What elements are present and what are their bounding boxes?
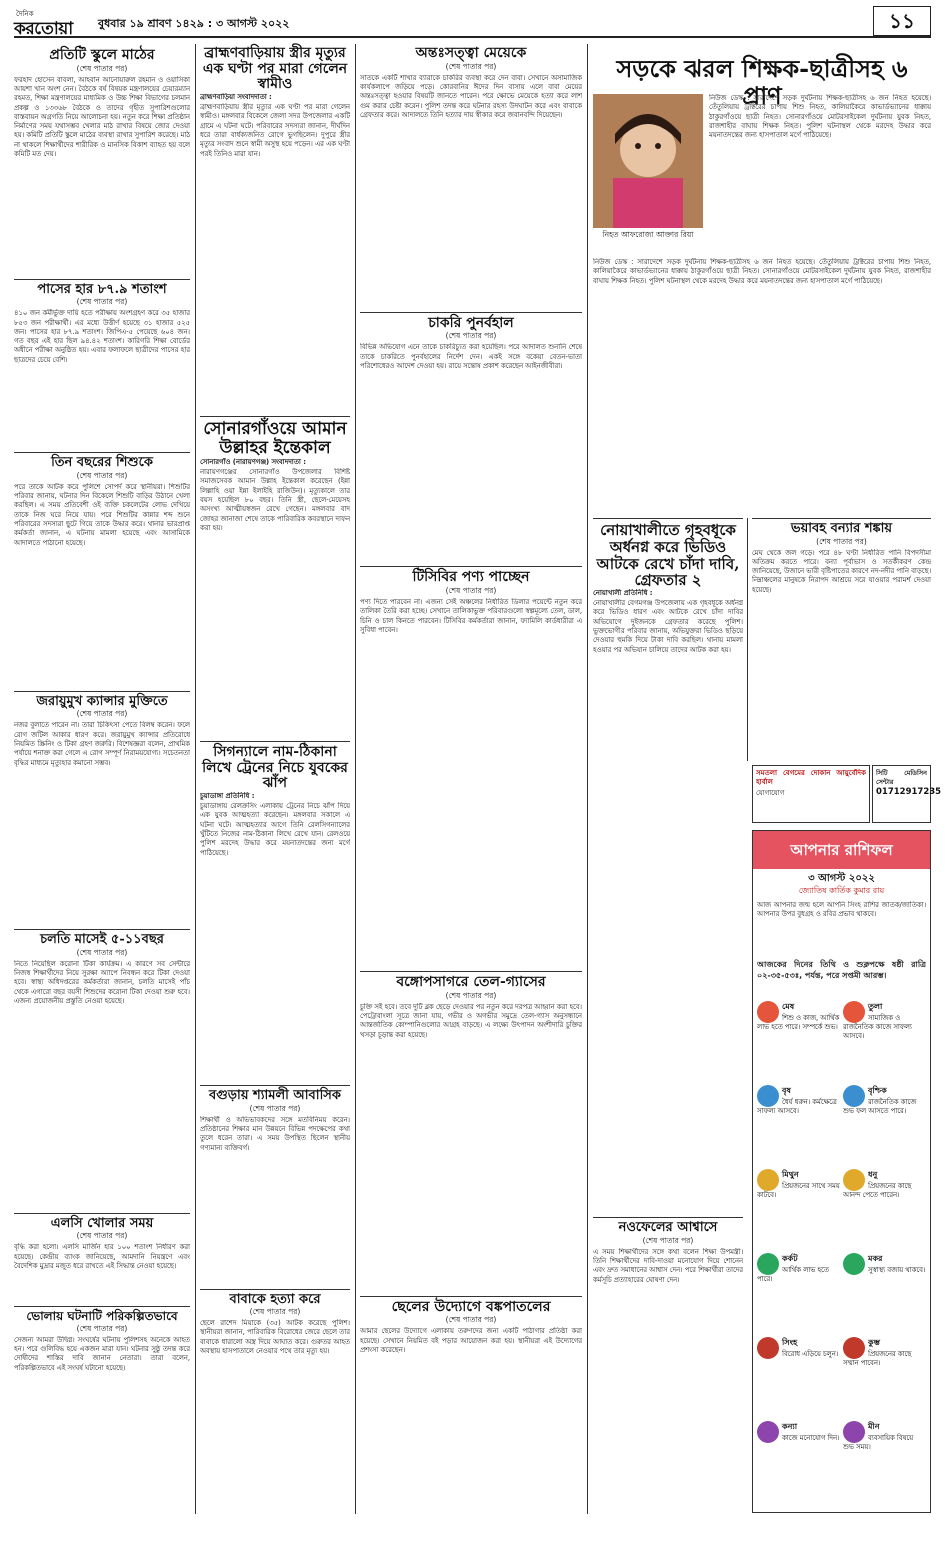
zodiac-icon xyxy=(843,1169,865,1191)
divider xyxy=(14,279,190,280)
continuation-label: (শেষ পাতার পর) xyxy=(816,536,867,546)
advertisement-left[interactable] xyxy=(752,765,870,823)
byline: নোয়াখালী প্রতিনিধি : xyxy=(593,589,653,598)
article-body: ব্রাহ্মণবাড়িয়ায় স্ত্রীর মৃত্যুর এক ঘণ্টা পর মারা গেলেন স্বামীও। মঙ্গলবার বিকেলে জেলা সদর উপজেলার একটি গ্রামে এ ঘটনা ঘটে। পরিবারের সদস্যরা জানান, দীর্ঘদিন ধরে তারা বার্ধক্যজনিত রোগে ভুগছিলেন। দুপুরে স্ত্রীর মৃত্যুর সংবাদ শুনে স্বামী অসুস্থ হয়ে পড়েন। এর এক ঘণ্টা পরই তিনিও মারা যান। xyxy=(200,103,350,158)
column-4 xyxy=(593,518,743,1513)
zodiac-icon xyxy=(843,1253,865,1275)
article-title: সোনারগাঁওয়ে আমান উল্লাহর ইন্তেকাল xyxy=(203,419,347,459)
zodiac-icon xyxy=(843,1001,865,1023)
sign-name: তুলা xyxy=(868,1002,883,1011)
sign-name: মীন xyxy=(868,1422,880,1431)
column-rule xyxy=(195,44,196,1514)
article-title: ব্রাহ্মণবাড়িয়ায় স্ত্রীর মৃত্যুর এক ঘণ্টা পর মারা গেলেন স্বামীও xyxy=(202,45,348,93)
article-title: অন্তঃসত্ত্বা মেয়েকে xyxy=(415,45,527,61)
sign-name: বৃশ্চিক xyxy=(868,1086,887,1095)
horoscope-title: আপনার রাশিফল xyxy=(753,831,930,869)
sign-text: আর্থিক লাভ হতে পারে। xyxy=(757,1266,829,1283)
continuation-label: (শেষ পাতার পর) xyxy=(642,1235,694,1245)
column-rule xyxy=(587,44,588,1514)
zodiac-icon xyxy=(843,1421,865,1443)
continuation-label: (শেষ পাতার পর) xyxy=(76,709,128,719)
article-title: নোয়াখালীতে গৃহবধূকে অর্ধনগ্ন করে ভিডিও আটকে রেখে চাঁদা দাবি, গ্রেফতার ২ xyxy=(596,521,740,590)
article-title: বগুড়ায় শ্যামলী আবাসিক xyxy=(209,1088,341,1104)
lead-body-continued: নিউজ ডেস্ক : সারাদেশে সড়ক দুর্ঘটনায় শিক্ষক-ছাত্রীসহ ৬ জন নিহত হয়েছে। তেঁতুলিয়ায় ট্রাক্টরের চাপায় শিশু নিহত, কালিয়াকৈরে কাভার্ডভ্যানের ধাক্কায় ঠাকুরগাঁওয়ে ছাত্রী নিহত। সোনারগাঁওয়ে মোটরসাইকেল দুর্ঘটনায় যুবক নিহত, রাজশাহীর বাঘায় শিক্ষক নিহত। পুলিশ ঘটনাস্থল থেকে মরদেহ উদ্ধার করে ময়নাতদন্তের জন্য হাসপাতাল মর্গে পাঠিয়েছে। xyxy=(593,258,931,285)
horoscope-sign xyxy=(843,1337,926,1417)
horoscope-sign xyxy=(843,1421,926,1501)
page-number: ১১ xyxy=(873,6,931,36)
zodiac-icon xyxy=(843,1337,865,1359)
continuation-label: (শেষ পাতার পর) xyxy=(249,1103,301,1113)
divider xyxy=(14,1306,190,1307)
article-body: মেঘ থেকে জল গড়ে। পরে ৪৮ ঘণ্টা নির্ধারিত পানি বিপদসীমা অতিক্রম করতে পারে। বন্যা পূর্বাভাস ও সতর্কীকরণ কেন্দ্র জানিয়েছে, উজানে ভারী বৃষ্টিপাতের কারণে নদ-নদীর পানি বাড়ছে। নিম্নাঞ্চলের মানুষকে নিরাপদ আশ্রয়ে সরে যাওয়ার পরামর্শ দেওয়া হয়েছে। xyxy=(752,548,931,594)
continuation-label: (শেষ পাতার পর) xyxy=(445,1315,497,1325)
article-body: বিভিন্ন অভিযোগ এনে তাকে চাকরিচ্যুত করা হয়েছিল। পরে আদালত শুনানি শেষে তাকে চাকরিতে পুনর্বহালের নির্দেশ দেন। একই সঙ্গে বকেয়া বেতন-ভাতা পরিশোধেরও আদেশ দেওয়া হয়। রায়ে সন্তোষ প্রকাশ করেছেন আইনজীবীরা। xyxy=(360,343,582,370)
article-body: ৪১০ জন কর্মীর্ভুক্ত দায়ি হতে পরীক্ষায় অংশগ্রহণ করে ৩৫ হাজার ৮৫৩ জন পরীক্ষার্থী। এর মধ্যে উত্তীর্ণ হয়েছে ৩১ হাজার ৫২৫ জন। পাসের হার ৮৭.৯ শতাংশ। জিপিএ-৫ পেয়েছে ৬০৪ জন। গত বছর এই হার ছিল ৯৪.৪২ শতাংশ। কারিগরি শিক্ষা বোর্ডের অধীনে পরীক্ষা অনুষ্ঠিত হয়। এবার ফলাফলে ছাত্রীদের পাসের হার ছাত্রদের চেয়ে বেশি। xyxy=(14,309,190,364)
divider xyxy=(593,1217,743,1218)
sign-text: শিশু ও কাজ, আর্থিক লাভ হতে পারে। সম্পর্কে শুভ। xyxy=(757,1014,840,1031)
horoscope-sign xyxy=(843,1253,926,1333)
sign-text: প্রিয়জনের কাছে সম্মান পাবেন। xyxy=(843,1350,912,1367)
lead-headline: সড়কে ঝরল শিক্ষক-ছাত্রীসহ ৬ প্রাণ xyxy=(616,54,908,110)
continuation-label: (শেষ পাতার পর) xyxy=(76,947,128,957)
continuation-label: (শেষ পাতার পর) xyxy=(76,470,128,480)
article-title: তিন বছরের শিশুকে xyxy=(51,455,153,471)
divider xyxy=(360,1296,582,1297)
ad-title: সিটি মেডিসিন সেন্টার xyxy=(876,769,927,787)
logo-title: করতোয়া xyxy=(14,19,73,39)
divider xyxy=(200,416,350,417)
sign-text: সুস্বাস্থ্য বজায় থাকবে। xyxy=(868,1266,926,1274)
sign-name: কুম্ভ xyxy=(868,1338,880,1347)
sign-name: কন্যা xyxy=(782,1422,798,1431)
continuation-label: (শেষ পাতার পর) xyxy=(445,61,497,71)
article-title: এলসি খোলার সময় xyxy=(50,1215,154,1231)
article-title: বাবাকে হত্যা করে xyxy=(229,1291,321,1307)
sign-text: কাজে মনোযোগ দিন। xyxy=(782,1434,840,1442)
article-body: পরে তাকে আটক করে পুলিশে সোপর্দ করে স্থানীয়রা। শিশুটির পরিবার জানায়, ঘটনার দিন বিকেলে শিশুটি বাড়ির উঠানে খেলা করছিল। এ সময় প্রতিবেশী ওই ব্যক্তি চকলেটের লোভ দেখিয়ে তাকে নিজ ঘরে নিয়ে যায়। পরে শিশুটির কান্নার শব্দ শুনে পরিবারের সদস্যরা ছুটে গিয়ে তাকে উদ্ধার করে। থানার ভারপ্রাপ্ত কর্মকর্তা জানান, এ ঘটনায় মামলা হয়েছে এবং আসামিকে আদালতে পাঠানো হয়েছে। xyxy=(14,482,190,547)
zodiac-icon xyxy=(757,1001,779,1023)
horoscope-sign xyxy=(757,1169,840,1249)
sign-text: ধৈর্য ধরুন। কর্মক্ষেত্রে সাফল্য আসবে। xyxy=(757,1098,837,1115)
horoscope-intro: আজ আপনার জন্ম হলে আপনি সিংহ রাশির জাতক/জাতিকা। আপনার উপর বুধগ্রহ ও রবির প্রভাব থাকবে। xyxy=(757,901,926,919)
column-1 xyxy=(14,44,190,1514)
sign-text: প্রিয়জনের সাথে সময় কাটবে। xyxy=(757,1182,840,1199)
sign-text: ব্যবসায়িক বিষয়ে শুভ সময়। xyxy=(843,1434,914,1451)
article-body: চুক্তি সই হবে। তবে দুটি ব্লক ছেড়ে দেওয়ার পর নতুন করে দরপত্র আহ্বান করা হবে। পেট্রোবাংলা সূত্রে জানা যায়, গভীর ও অগভীর সমুদ্রে তেল-গ্যাস অনুসন্ধানে আন্তর্জাতিক কোম্পানিগুলোর আগ্রহ বাড়ছে। এ লক্ষ্যে উৎপাদন অংশীদারি চুক্তির খসড়া চূড়ান্ত করা হয়েছে। xyxy=(360,1002,582,1039)
horoscope-signs xyxy=(757,1001,926,1506)
article-title: টিসিবির পণ্য পাচ্ছেন xyxy=(412,569,530,586)
zodiac-icon xyxy=(757,1085,779,1107)
sign-name: মকর xyxy=(868,1254,883,1263)
sign-name: মেষ xyxy=(782,1002,795,1011)
divider xyxy=(200,1289,350,1290)
article-title: সিগন্যালে নাম-ঠিকানা লিখে ট্রেনের নিচে যুবকের ঝাঁপ xyxy=(202,744,348,792)
sign-name: কর্কট xyxy=(782,1254,798,1263)
ad-phone: 01712917235 xyxy=(876,787,942,797)
article-body: নজর বুলাতে পারেন না। তারা চিকিৎসা পেতে বিলম্ব করেন। ফলে রোগ জটিল আকার ধারণ করে। জরায়ুমুখ ক্যান্সার প্রতিরোধে নিয়মিত স্ক্রিনিং ও টিকা গ্রহণ জরুরি। বিশেষজ্ঞরা বলেন, প্রাথমিক পর্যায়ে শনাক্ত করা গেলে এ রোগ সম্পূর্ণ নিরাময়যোগ্য। সচেতনতা বৃদ্ধির মাধ্যমে মৃত্যুহার কমানো সম্ভব। xyxy=(14,721,190,767)
divider xyxy=(752,518,931,519)
victim-photo xyxy=(593,94,703,228)
divider xyxy=(360,312,582,313)
photo-caption: নিহত আফরোজা আক্তার রিয়া xyxy=(602,230,694,239)
article-body: শিক্ষার্থী ও অভিভাবকদের সঙ্গে মতবিনিময় করেন। প্রতিষ্ঠানের শিক্ষার মান উন্নয়নে বিভিন্ন পদক্ষেপের কথা তুলে ধরেন তারা। এ সময় উপস্থিত ছিলেন স্থানীয় গণ্যমান্য ব্যক্তিবর্গ। xyxy=(200,1115,350,1152)
divider xyxy=(200,741,350,742)
article-body: চুয়াডাঙ্গায় রেলক্রসিং এলাকায় ট্রেনের নিচে ঝাঁপ দিয়ে এক যুবক আত্মহত্যা করেছেন। মঙ্গলবার সকালে এ ঘটনা ঘটে। আত্মহত্যার আগে তিনি রেলসিগন্যালের খুঁটিতে নিজের নাম-ঠিকানা লিখে রেখে যান। রেলওয়ে পুলিশ মরদেহ উদ্ধার করে ময়নাতদন্তের জন্য মর্গে পাঠিয়েছে। xyxy=(200,802,350,857)
girl-portrait-icon xyxy=(593,94,703,228)
continuation-label: (শেষ পাতার পর) xyxy=(76,1231,128,1241)
article-title: বঙ্গোপসাগরে তেল-গ্যাসের xyxy=(396,974,546,991)
article-title: জরায়ুমুখ ক্যান্সার মুক্তিতে xyxy=(36,693,168,709)
lead-body: নিউজ ডেস্ক : সারাদেশে সড়ক দুর্ঘটনায় শিক্ষক-ছাত্রীসহ ৬ জন নিহত হয়েছে। তেঁতুলিয়ায় ট্রাক্টরের চাপায় শিশু নিহত, কালিয়াকৈরে কাভার্ডভ্যানের ধাক্কায় ঠাকুরগাঁওয়ে ছাত্রী নিহত। সোনারগাঁওয়ে মোটরসাইকেল দুর্ঘটনায় যুবক নিহত, রাজশাহীর বাঘায় শিক্ষক নিহত। পুলিশ ঘটনাস্থল থেকে মরদেহ উদ্ধার করে ময়নাতদন্তের জন্য হাসপাতাল মর্গে পাঠিয়েছে। xyxy=(709,94,931,140)
ad-text: যোগাযোগ xyxy=(756,789,785,797)
article-body: বৃদ্ধি করা হলো। এলসি মার্জিন হার ১০০ শতাংশ নির্ধারণ করা হয়েছে। কেন্দ্রীয় ব্যাংক জানিয়েছে, আমদানি নিয়ন্ত্রণে এবং বৈদেশিক মুদ্রার মজুত ধরে রাখতে এই সিদ্ধান্ত নেওয়া হয়েছে। xyxy=(14,1243,190,1270)
horoscope-box xyxy=(752,830,931,1513)
continuation-label: (শেষ পাতার পর) xyxy=(249,1307,301,1317)
horoscope-sign xyxy=(757,1337,840,1417)
lead-story xyxy=(593,44,931,514)
horoscope-sign xyxy=(757,1421,840,1501)
sign-text: বিরোধ এড়িয়ে চলুন। xyxy=(782,1350,839,1358)
dateline: বুধবার ১৯ শ্রাবণ ১৪২৯ : ৩ আগস্ট ২০২২ xyxy=(98,17,290,30)
sign-name: বৃষ xyxy=(782,1086,791,1095)
masthead xyxy=(14,6,931,38)
byline: সোনারগাঁও (নারায়ণগঞ্জ) সংবাদদাতা : xyxy=(200,458,306,467)
divider xyxy=(14,452,190,453)
article-title: ছেলের উদ্যোগে বঙ্কপাতলের xyxy=(391,1298,551,1315)
article-title: ভয়াবহ বন্যার শঙ্কায় xyxy=(790,521,893,536)
article-title: পাসের হার ৮৭.৯ শতাংশ xyxy=(37,281,167,297)
divider xyxy=(360,566,582,567)
advertisement-right[interactable] xyxy=(872,765,942,823)
continuation-label: (শেষ পাতার পর) xyxy=(445,331,497,341)
article-title: প্রতিটি স্কুলে মাঠের xyxy=(49,47,155,63)
sign-text: রাজনৈতিক কাজে শুভ ফল আসতে পারে। xyxy=(843,1098,917,1115)
horoscope-date: ৩ আগস্ট ২০২২ xyxy=(808,873,875,884)
column-rule xyxy=(747,518,748,761)
divider xyxy=(360,971,582,972)
sign-text: সামাজিক ও রাজনৈতিক কাজে সাফল্য আসবে। xyxy=(843,1014,912,1040)
zodiac-icon xyxy=(757,1169,779,1191)
divider xyxy=(14,1213,190,1214)
sign-name: সিংহ xyxy=(782,1338,798,1347)
article-title: ভোলায় ঘটনাটি পরিকল্পিতভাবে xyxy=(26,1309,178,1324)
article-body: ছেলে রাশেদ মিয়াকে (৩৫) আটক করেছে পুলিশ। স্থানীয়রা জানান, পারিবারিক বিরোধের জেরে ছেলে তার বাবাকে ধারালো অস্ত্র দিয়ে আঘাত করে। গুরুতর আহত অবস্থায় হাসপাতালে নেওয়ার পথে তার মৃত্যু হয়। xyxy=(200,1319,350,1356)
zodiac-icon xyxy=(757,1253,779,1275)
byline: ব্রাহ্মণবাড়িয়া সংবাদদাতা : xyxy=(200,93,272,102)
horoscope-author: জ্যোতিষ কার্তিক কুমার রায় xyxy=(798,886,885,895)
divider xyxy=(593,518,743,519)
tithi-notice: আজকের দিনের তিথি ও শুক্লপক্ষে ষষ্ঠী রাত্রি ০২-৩৫-৫৩ঃ, পর্যন্ত, পরে সপ্তমী আরম্ভ। xyxy=(757,960,926,980)
horoscope-sign xyxy=(843,1169,926,1249)
article-body: নারায়ণগঞ্জের সোনারগাঁও উপজেলার বিশিষ্ট সমাজসেবক আমান উল্লাহ ইন্তেকাল করেছেন (ইন্না লিল্লাহি ওয়া ইন্না ইলাইহি রাজিউন)। মৃত্যুকালে তার বয়স হয়েছিল ৮০ বছর। তিনি স্ত্রী, ছেলে-মেয়েসহ অসংখ্য আত্মীয়স্বজন রেখে গেছেন। মঙ্গলবার বাদ জোহর জানাজা শেষে তাকে পারিবারিক কবরস্থানে দাফন করা হয়। xyxy=(200,468,350,532)
sign-name: ধনু xyxy=(868,1170,878,1179)
article-body: নোয়াখালীর বেগমগঞ্জ উপজেলায় এক গৃহবধূকে অর্ধনগ্ন করে ভিডিও ধারণ এবং আটকে রেখে চাঁদা দাবির অভিযোগে দুইজনকে গ্রেফতার করেছে পুলিশ। ভুক্তভোগীর পরিবার জানায়, অভিযুক্তরা ভিডিও ছড়িয়ে দেওয়ার হুমকি দিয়ে টাকা দাবি করছিল। থানায় মামলা হওয়ার পর অভিযান চালিয়ে তাদের আটক করা হয়। xyxy=(593,599,743,654)
column-2 xyxy=(200,44,350,1514)
column-rule xyxy=(355,44,356,1514)
ad-title: সমতলা বেগমের দোকান আয়ুর্বেদিক হার্বাল xyxy=(756,769,866,787)
divider xyxy=(14,691,190,692)
horoscope-sign xyxy=(843,1001,926,1081)
zodiac-icon xyxy=(757,1337,779,1359)
article-body: সাতকে একটি শাখার ব্যারাকে চাকরির ব্যবস্থা করে দেন বাবা। সেখানে অসামাজিক কার্যকলাপে জড়িয়ে পড়ে। কোরবানির ঈদের দিন বাসায় এলে বাবা মেয়ের অন্তঃসত্ত্বা হওয়ার বিষয়টি জানতে পারেন। পরে ক্ষোভে মেয়েকে হত্যা করে লাশ গুম করার চেষ্টা করেন। পুলিশ তদন্ত করে ঘটনার রহস্য উদঘাটন করে এবং বাবাকে গ্রেফতার করে। আদালতে তিনি হত্যার দায় স্বীকার করে জবানবন্দি দিয়েছেন। xyxy=(360,73,582,119)
horoscope-sign xyxy=(757,1253,840,1333)
horoscope-sign xyxy=(757,1001,840,1081)
continuation-label: (শেষ পাতার পর) xyxy=(76,63,128,73)
article-body: নিতে নিয়েছিল করোনা টিকা কার্যক্রম। এ কারণে সব সেন্টারে নিজস্ব শিক্ষার্থীদের নিয়ে সুরক্ষা অ্যাপে নিবন্ধন করে টিকা দেওয়া হবে। স্বাস্থ্য অধিদপ্তরের কর্মকর্তারা জানান, চলতি মাসেই পাঁচ থেকে এগারো বছর বয়সী শিশুদের করোনা টিকা দেওয়া শুরু হবে। এজন্য প্রয়োজনীয় প্রস্তুতি নেওয়া হয়েছে। xyxy=(14,959,190,1006)
zodiac-icon xyxy=(843,1085,865,1107)
article-body: এ সময় শিক্ষার্থীদের সঙ্গে কথা বলেন শিক্ষা উপমন্ত্রী। তিনি শিক্ষার্থীদের দাবি-দাওয়া মনোযোগ দিয়ে শোনেন এবং দ্রুত সমাধানের আশ্বাস দেন। পরে শিক্ষার্থীরা তাদের কর্মসূচি প্রত্যাহারের ঘোষণা দেন। xyxy=(593,1247,743,1284)
sign-name: মিথুন xyxy=(782,1170,799,1179)
continuation-label: (শেষ পাতার পর) xyxy=(76,1323,128,1333)
logo-prefix: দৈনিক xyxy=(16,10,34,18)
article-title: নওফেলের আশ্বাসে xyxy=(618,1220,718,1236)
divider xyxy=(200,1085,350,1086)
newspaper-logo xyxy=(14,8,88,39)
column-3 xyxy=(360,44,582,1514)
continuation-label: (শেষ পাতার পর) xyxy=(445,586,497,596)
article-title: চাকরি পুনর্বহাল xyxy=(428,314,514,331)
article-body: আমার ছেলের উদ্যোগে এলাকায় তরুণদের জন্য একটি পাঠাগার প্রতিষ্ঠা করা হয়েছে। সেখানে নিয়মিত বই পড়ার আয়োজন করা হয়। স্থানীয়রা এই উদ্যোগের প্রশংসা করেছেন। xyxy=(360,1327,582,1354)
continuation-label: (শেষ পাতার পর) xyxy=(76,297,128,307)
continuation-label: (শেষ পাতার পর) xyxy=(445,990,497,1000)
horoscope-sign xyxy=(757,1085,840,1165)
article-body: ফরহাদ হোসেন বাবলা, আহবান আনোয়ারুল রহমান ও ওয়াসিকা আয়শা খান অংশ নেন। বৈঠকে বর্ষ বিষয়ক মন্ত্রণালয়ের চেয়ারম্যান রহমত, শিক্ষা মন্ত্রণালয়ের মাধ্যমিক ও উচ্চ শিক্ষা বিভাগের চলমান প্রকল্প ও ১৩৩৬৮ বৈঠকে ও তাদের গৃহীত সুপারিশগুলোর বাস্তবায়ন অগ্রগতি নিয়ে আলোচনা হয়। নতুন করে শিক্ষা প্রতিষ্ঠান নির্মাণের সময় যথাসম্ভব খেলার মাঠ রাখার বিষয়ে জোর দেওয়া হয়। কমিটি প্রতিটি স্কুলে মাঠের ব্যবস্থা রাখার সুপারিশ করেছে। মাঠ না থাকলে শিক্ষার্থীদের শারীরিক ও মানসিক বিকাশ ব্যাহত হয় বলে কমিটি মত দেয়। xyxy=(14,75,190,159)
article-title: চলতি মাসেই ৫-১১বছর xyxy=(40,932,164,948)
sign-text: প্রিয়জনের কাছে আনন্দ পেতে পারেন। xyxy=(843,1182,912,1199)
horoscope-sign xyxy=(843,1085,926,1165)
article-body: পণ্য দিতে পারবেন না। এজন্য সেই অঞ্চলের নির্ধারিত ডিলার পয়েন্টে নতুন করে তালিকা তৈরি করা হচ্ছে। সেখানে তালিকাভুক্ত পরিবারগুলো স্বল্পমূল্যে তেল, ডাল, চিনি ও চাল কিনতে পারবেন। টিসিবির কর্মকর্তারা জানান, ফ্যামিলি কার্ডধারীরা এ সুবিধা পাবেন। xyxy=(360,598,582,634)
zodiac-icon xyxy=(757,1421,779,1443)
article-body: সেজন্য আমরা উদ্বিগ্ন। সংঘর্ষের ঘটনায় পুলিশসহ অনেকে আহত হন। পরে গুলিবিদ্ধ হয়ে একজন মারা যান। ঘটনার সুষ্ঠু তদন্ত করে দোষীদের শাস্তির দাবি জানান নেতারা। তারা বলেন, পরিকল্পিতভাবে এই সংঘর্ষ ঘটানো হয়েছে। xyxy=(14,1335,190,1372)
column-5 xyxy=(752,518,931,761)
byline: চুয়াডাঙ্গা প্রতিনিধি : xyxy=(200,792,255,801)
divider xyxy=(14,929,190,930)
